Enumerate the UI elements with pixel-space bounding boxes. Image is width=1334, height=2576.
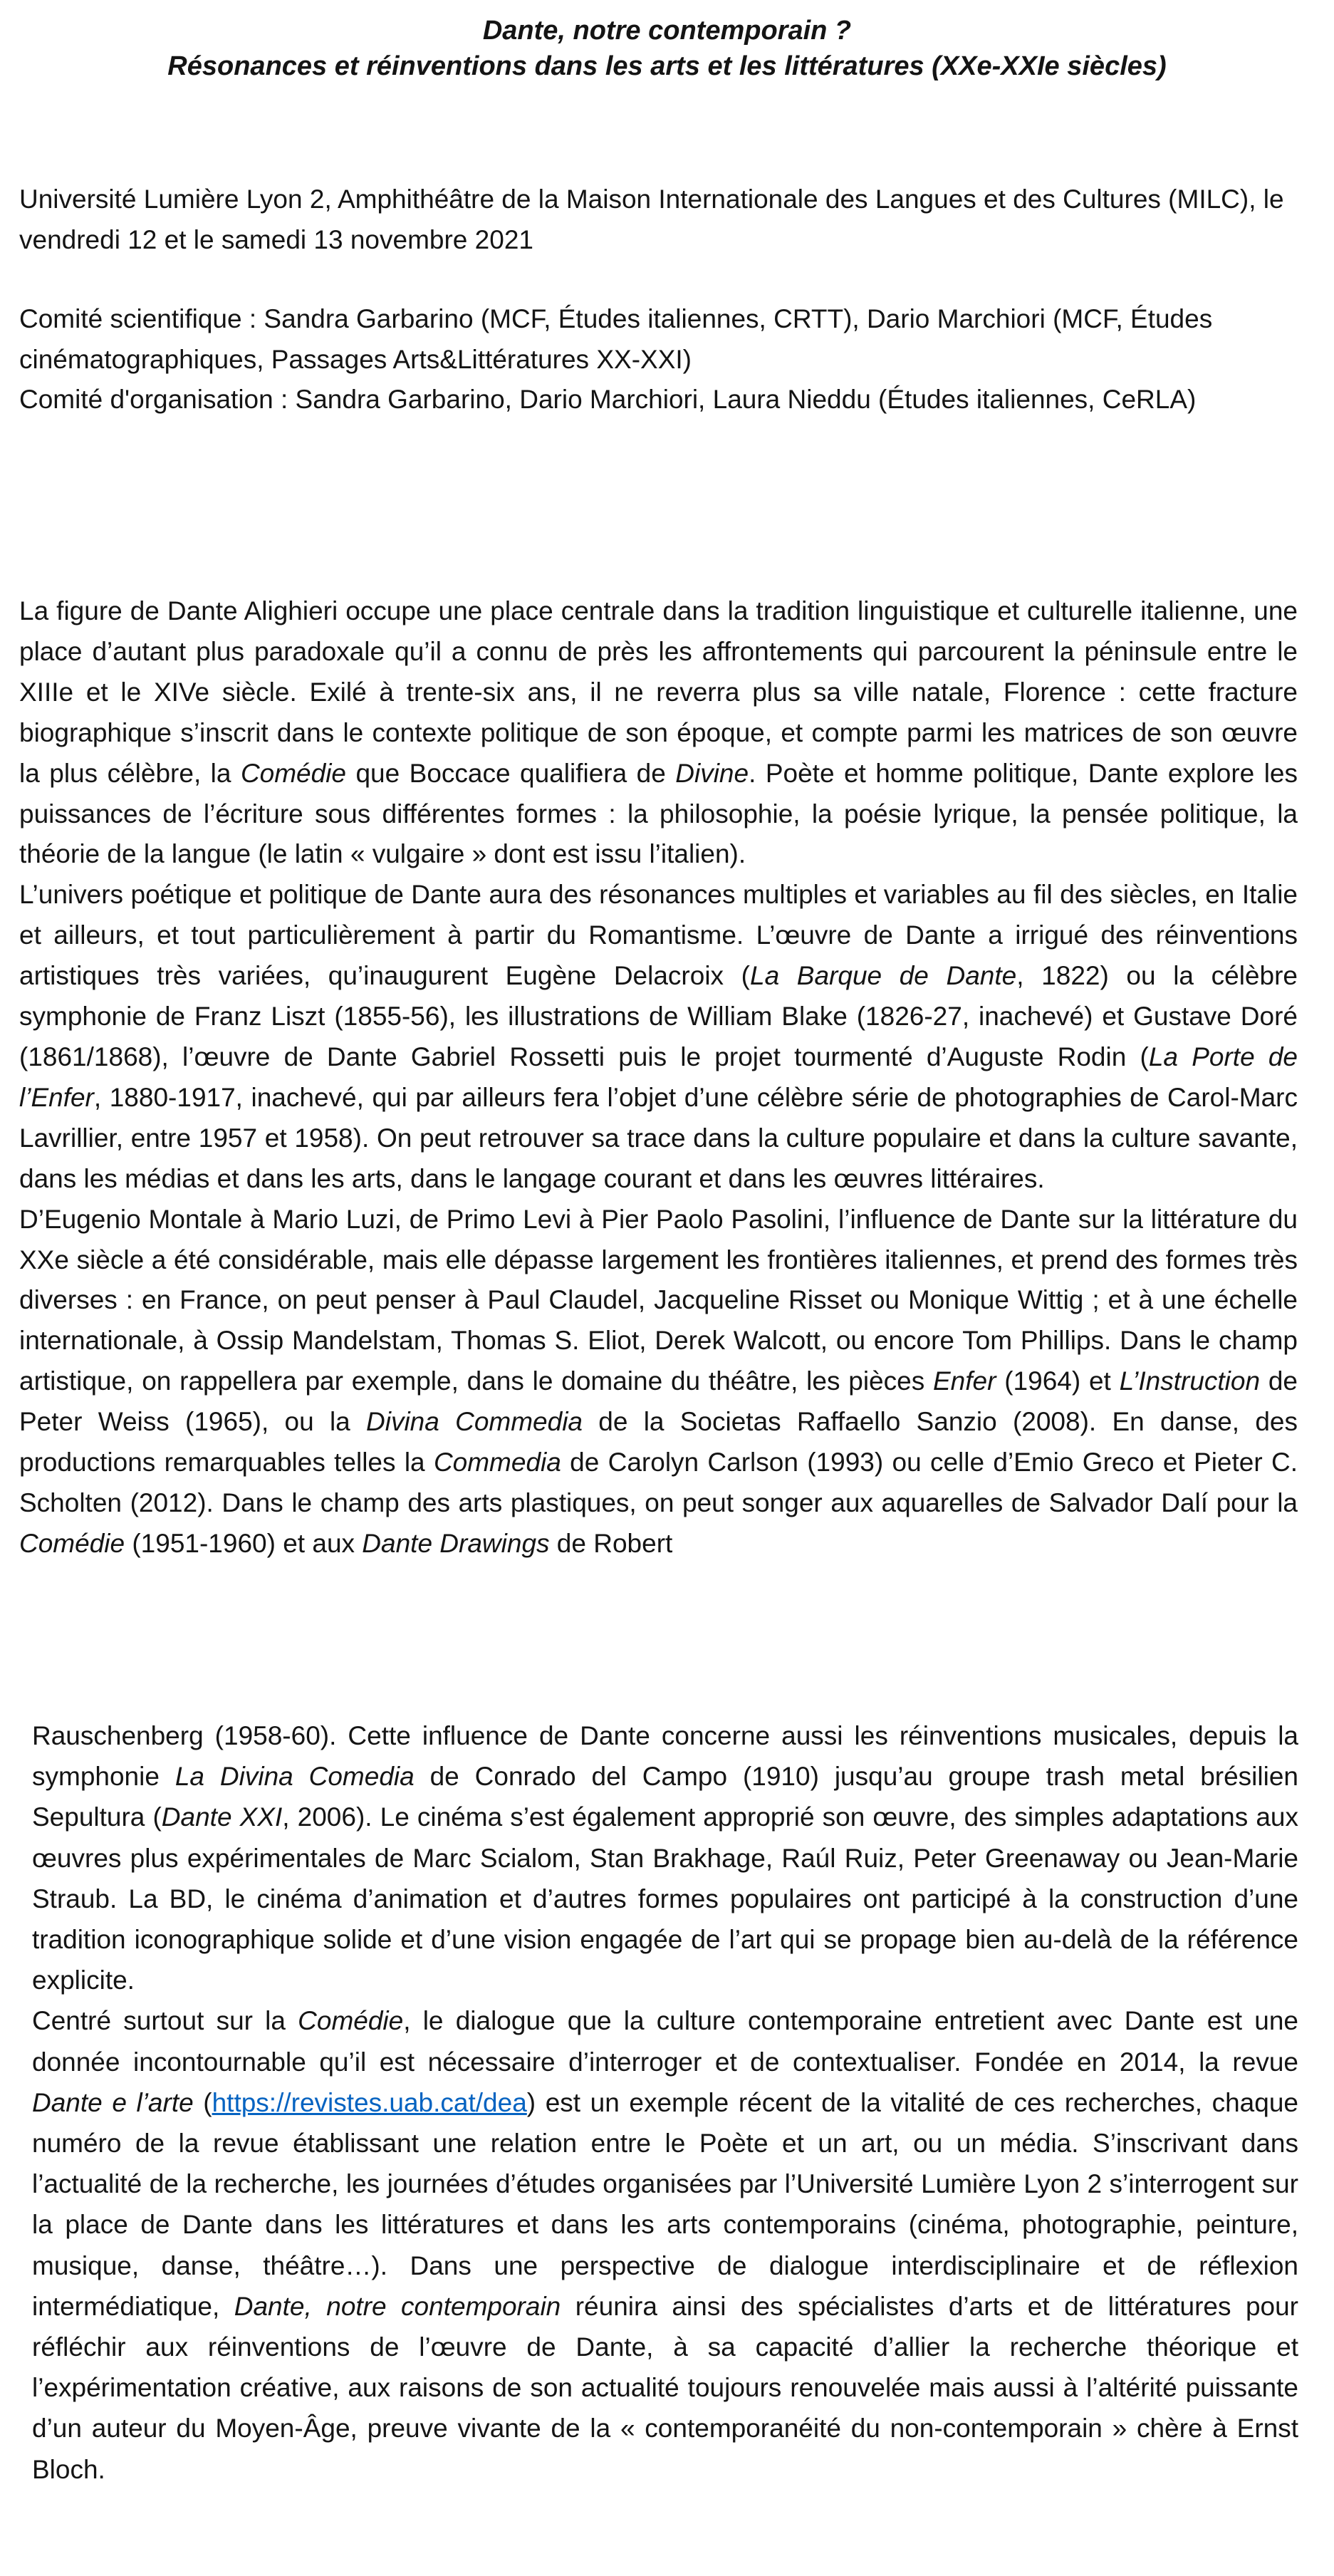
text-run: , le dialogue que la culture contemporaine entretient avec Dante est une donnée incontournable qu’il est nécessaire d’interroger et de contextualiser. Fondée en 2014, la revue — [32, 2006, 1298, 2077]
text-run: ) est un exemple récent de la vitalité de ces recherches, chaque numéro de la revue établissant une relation entre le Poète et un art, ou un média. S’inscrivant dans l’actualité de la recherche, les journées d’études organisées par l’Université Lumière Lyon 2 s’interrogent sur la place de Dante dans les littératures et dans les arts contemporains (cinéma, photographie, peinture, musique, danse, théâtre…). Dans une perspective de dialogue interdisciplinaire et de réflexion intermédiatique, — [32, 2087, 1298, 2321]
italic-title: Enfer — [933, 1366, 996, 1396]
italic-title: Dante XXI — [161, 1802, 283, 1832]
paragraph-4 — [32, 1715, 1298, 2000]
scientific-committee: Comité scientifique : Sandra Garbarino (MCF, Études italiennes, CRTT), Dario Marchiori (MCF, Études cinématographiques, Passages Arts&Littératures XX-XXI) — [19, 304, 1213, 374]
italic-title: Divina Commedia — [366, 1407, 583, 1437]
text-run: de la Societas Raffaello Sanzio (2008). En danse, des productions remarquables telles la — [19, 1407, 1298, 1477]
italic-title: Comédie — [240, 758, 347, 788]
paragraph-5 — [32, 2000, 1298, 2489]
paragraph-3 — [19, 1200, 1298, 1564]
text-run: , 2006). Le cinéma s’est également approprié son œuvre, des simples adaptations aux œuvres plus expérimentales de Marc Scialom, Stan Brakhage, Raúl Ruiz, Peter Greenaway ou Jean-Marie Straub. La BD, le cinéma d’animation et d’autres formes populaires ont participé à la construction d’une tradition iconographique solide et d’une vision engagée de l’art qui se propage bien au-delà de la référence explicite. — [32, 1802, 1298, 1995]
event-location — [19, 180, 1298, 260]
italic-title: Commedia — [433, 1448, 561, 1477]
italic-title: Dante Drawings — [362, 1528, 550, 1558]
text-run: ( — [193, 2087, 212, 2117]
document-subtitle: Résonances et réinventions dans les arts et les littératures (XXe-XXIe siècles) — [167, 51, 1167, 81]
italic-title: Comédie — [19, 1528, 125, 1558]
body-column-2 — [32, 1715, 1298, 2490]
text-run: D’Eugenio Montale à Mario Luzi, de Primo Levi à Pier Paolo Pasolini, l’influence de Dante sur la littérature du XXe siècle a été considérable, mais elle dépasse largement les frontières italiennes, et prend des formes très diverses : en France, on peut penser à Paul Claudel, Jacqueline Risset ou Monique Wittig ; et à une échelle internationale, à Ossip Mandelstam, Thomas S. Eliot, Derek Walcott, ou encore Tom Phillips. Dans le champ artistique, on rappellera par exemple, dans le domaine du théâtre, les pièces — [19, 1204, 1298, 1396]
location-text: Université Lumière Lyon 2, Amphithéâtre de la Maison Internationale des Langues et des Cultures (MILC), le vendredi 12 et le samedi 13 novembre 2021 — [19, 185, 1284, 254]
italic-title: La Barque de Dante — [750, 961, 1017, 991]
text-run: de Conrado del Campo (1910) jusqu’au groupe trash metal brésilien Sepultura ( — [32, 1762, 1298, 1832]
italic-title: La Divina Comedia — [174, 1762, 415, 1792]
paragraph-1 — [19, 591, 1298, 875]
document-header — [0, 13, 1334, 84]
italic-title: L’Instruction — [1119, 1366, 1261, 1396]
committees — [19, 299, 1298, 420]
text-run: (1964) et — [996, 1366, 1120, 1396]
body-column-1 — [19, 591, 1298, 1564]
text-run: La figure de Dante Alighieri occupe une place centrale dans la tradition linguistique et culturelle italienne, une place d’autant plus paradoxale qu’il a connu de près les affrontements qui parcourent la péninsule entre le XIIIe et le XIVe siècle. Exilé à trente-six ans, il ne reverra plus sa ville natale, Florence : cette fracture biographique s’inscrit dans le contexte politique de son époque, et compte parmi les matrices de son œuvre la plus célèbre, la — [19, 596, 1298, 788]
text-run: Rauschenberg (1958-60). Cette influence de Dante concerne aussi les réinventions musicales, depuis la symphonie — [32, 1721, 1298, 1792]
italic-title: Dante e l’arte — [32, 2087, 194, 2117]
text-run: Centré surtout sur la — [32, 2006, 298, 2036]
text-run: L’univers poétique et politique de Dante aura des résonances multiples et variables au fil des siècles, en Italie et ailleurs, et tout particulièrement à partir du Romantisme. L’œuvre de Dante a irrigué des réinventions artistiques très variées, qu’inaugurent Eugène Delacroix ( — [19, 880, 1298, 991]
paragraph-2 — [19, 875, 1298, 1199]
italic-title: Divine — [675, 758, 749, 788]
text-run: , 1880-1917, inachevé, qui par ailleurs fera l’objet d’une célèbre série de photographies de Carol-Marc Lavrillier, entre 1957 et 1958). On peut retrouver sa trace dans la culture populaire et dans la culture savante, dans les médias et dans les arts, dans le langage courant et dans les œuvres littéraires. — [19, 1082, 1298, 1193]
text-run: (1951-1960) et aux — [125, 1528, 363, 1558]
text-run: que Boccace qualifiera de — [346, 758, 676, 788]
italic-title: Comédie — [298, 2006, 404, 2036]
text-run: de Peter Weiss (1965), ou la — [19, 1366, 1298, 1437]
italic-title: Dante, notre contemporain — [234, 2291, 561, 2321]
organising-committee: Comité d'organisation : Sandra Garbarino, Dario Marchiori, Laura Nieddu (Études italiennes, CeRLA) — [19, 385, 1197, 414]
text-run: , 1822) ou la célèbre symphonie de Franz Liszt (1855-56), les illustrations de William Blake (1826-27, inachevé) et Gustave Doré (1861/1868), l’œuvre de Dante Gabriel Rossetti puis le projet tourmenté d’Auguste Rodin ( — [19, 961, 1298, 1071]
text-run: de Carolyn Carlson (1993) ou celle d’Emio Greco et Pieter C. Scholten (2012). Dans le champ des arts plastiques, on peut songer aux aquarelles de Salvador Dalí pour la — [19, 1448, 1298, 1517]
text-run: de Robert — [549, 1528, 673, 1558]
italic-title: La Porte de l’Enfer — [19, 1042, 1298, 1112]
text-run: réunira ainsi des spécialistes d’arts et de littératures pour réfléchir aux réinventions de l’œuvre de Dante, à sa capacité d’allier la recherche théorique et l’expérimentation créative, aux raisons de son actualité toujours renouvelée mais aussi à l’altérité puissante d’un auteur du Moyen-Âge, preuve vivante de la « contemporanéité du non-contemporain » chère à Ernst Bloch. — [32, 2291, 1299, 2484]
document-title: Dante, notre contemporain ? — [482, 16, 852, 46]
journal-link[interactable]: https://revistes.uab.cat/dea — [212, 2087, 527, 2117]
text-run: . Poète et homme politique, Dante explore les puissances de l’écriture sous différentes formes : la philosophie, la poésie lyrique, la pensée politique, la théorie de la langue (le latin « vulgaire » dont est issu l’italien). — [19, 758, 1298, 869]
